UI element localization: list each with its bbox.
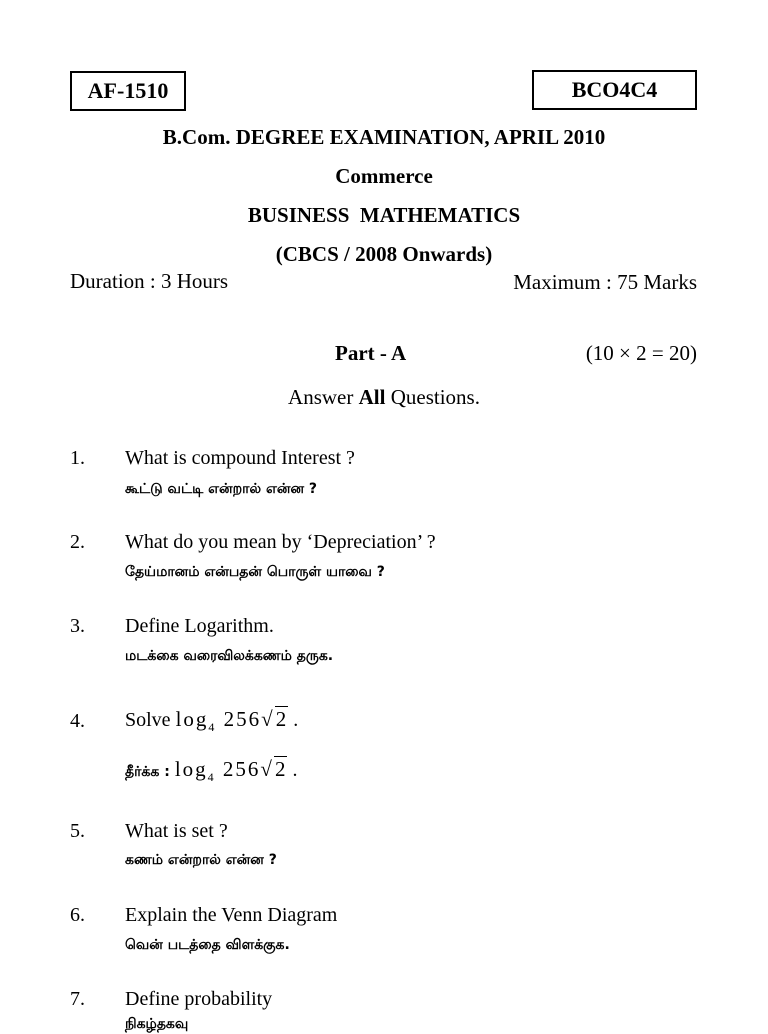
scheme: (CBCS / 2008 Onwards) bbox=[275, 242, 493, 266]
log-word: log bbox=[174, 757, 208, 781]
log-base: 4 bbox=[208, 720, 217, 735]
question-number: 6. bbox=[70, 904, 85, 926]
subject-title: BUSINESS MATHEMATICS bbox=[247, 203, 521, 227]
subject-code-box bbox=[532, 70, 697, 110]
log-radicand: 2 bbox=[274, 757, 288, 781]
question-text bbox=[125, 707, 298, 735]
question-text-tamil: மடக்கை வரைவிலக்கணம் தருக. bbox=[125, 648, 334, 664]
part-title: Part - A bbox=[335, 341, 407, 365]
question-number: 7. bbox=[70, 988, 85, 1010]
end-dot: . bbox=[292, 759, 298, 781]
paper-code: AF-1510 bbox=[87, 78, 169, 103]
part-instruction bbox=[0, 385, 768, 410]
log-word: log bbox=[175, 707, 209, 731]
question-text: Explain the Venn Diagram bbox=[125, 904, 338, 926]
question-text: What is set ? bbox=[125, 820, 228, 842]
end-dot: . bbox=[293, 709, 299, 731]
subject-code: BCO4C4 bbox=[571, 77, 658, 102]
question-text-tamil: நிகழ்தகவு bbox=[125, 1016, 189, 1032]
instruction-pre: Answer bbox=[288, 385, 354, 409]
question-number: 4. bbox=[70, 710, 85, 732]
log-expression: $\log_4 256√2$ bbox=[174, 757, 288, 785]
question-text: What do you mean by ‘Depreciation’ ? bbox=[125, 531, 436, 553]
question-text: What is compound Interest ? bbox=[125, 447, 355, 469]
instruction-post: Questions. bbox=[390, 385, 480, 409]
instruction-bold: All bbox=[358, 385, 386, 409]
question-text-tamil bbox=[125, 757, 297, 785]
paper-code-box bbox=[70, 71, 186, 111]
stream: Commerce bbox=[335, 164, 433, 188]
question-number: 5. bbox=[70, 820, 85, 842]
question-text: Define Logarithm. bbox=[125, 615, 274, 637]
log-expression: $\log_4 256√2$ bbox=[175, 707, 289, 735]
question-text: Define probability bbox=[125, 988, 273, 1010]
question-text-tamil: வென் படத்தை விளக்குக. bbox=[125, 937, 290, 953]
solve-label: Solve bbox=[125, 709, 171, 731]
log-radicand: 2 bbox=[275, 707, 289, 731]
log-coefficient: 256 bbox=[223, 707, 262, 731]
question-number: 1. bbox=[70, 447, 85, 469]
question-text-tamil: கணம் என்றால் என்ன ? bbox=[125, 852, 277, 868]
part-marks: (10 × 2 = 20) bbox=[585, 341, 697, 365]
question-number: 3. bbox=[70, 615, 85, 637]
solve-label-tamil: தீர்க்க : bbox=[125, 764, 170, 780]
question-text-tamil: கூட்டு வட்டி என்றால் என்ன ? bbox=[125, 481, 318, 497]
log-base: 4 bbox=[207, 770, 216, 785]
question-text-tamil: தேய்மானம் என்பதன் பொருள் யாவை ? bbox=[125, 564, 385, 580]
max-marks: Maximum : 75 Marks bbox=[513, 270, 697, 294]
question-number: 2. bbox=[70, 531, 85, 553]
duration: Duration : 3 Hours bbox=[70, 269, 229, 293]
exam-title: B.Com. DEGREE EXAMINATION, APRIL 2010 bbox=[162, 125, 606, 149]
log-coefficient: 256 bbox=[222, 757, 261, 781]
